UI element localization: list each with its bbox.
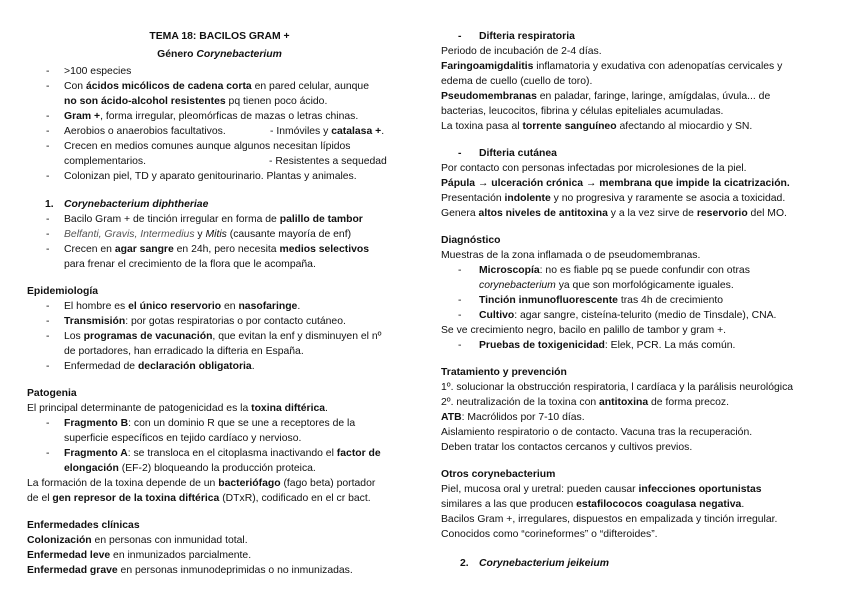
clinical-line: Enfermedad grave en personas inmunodeprimidas o no inmunizadas. <box>27 565 353 576</box>
list-item: Belfanti, Gravis, Intermedius y Mitis (causante mayoría de enf) <box>64 229 352 240</box>
section-number: 2. <box>460 558 469 569</box>
text-line: Genera altos niveles de antitoxina y a la vez sirve de reservorio del MO. <box>441 208 787 219</box>
list-item: Bacilo Gram + de tinción irregular en forma de palillo de tambor <box>64 214 363 225</box>
respiratory-heading: Difteria respiratoria <box>479 31 575 42</box>
list-item: El hombre es el único reservorio en nasofaringe. <box>64 301 301 312</box>
bullet: - <box>458 265 462 276</box>
text-line: 1º. solucionar la obstrucción respiratoria, l cardíaca y la parálisis neurológica <box>441 382 794 393</box>
text-line: Piel, mucosa oral y uretral: pueden causar infecciones oportunistas <box>441 484 762 495</box>
list-item: Con ácidos micólicos de cadena corta en pared celular, aunque <box>64 81 369 92</box>
pathogenesis-intro: El principal determinante de patogenicidad es la toxina diftérica. <box>27 403 328 414</box>
text-line: similares a las que producen estafilococos coagulasa negativa. <box>441 499 745 510</box>
text-line: Se ve crecimiento negro, bacilo en palillo de tambor y gram +. <box>441 325 727 336</box>
text-line: Conocidos como “corineformes” o “difteroides”. <box>441 529 658 540</box>
list-item-cont: complementarios. <box>64 156 147 167</box>
genus-name: Corynebacterium <box>196 49 282 60</box>
list-item: Gram +, forma irregular, pleomórficas de mazas o letras chinas. <box>64 111 359 122</box>
list-item-side: - Inmóviles y catalasa +. <box>270 126 385 137</box>
text-line: bacterias, leucocitos, fibrina y células epiteliales acumuladas. <box>441 106 724 117</box>
bullet: - <box>46 361 50 372</box>
bullet: - <box>46 81 50 92</box>
list-item-cont: de portadores, han erradicado la difteria en España. <box>64 346 304 357</box>
clinical-heading: Enfermedades clínicas <box>27 520 140 531</box>
epidemiology-heading: Epidemiología <box>27 286 99 297</box>
other-species-heading: Otros corynebacterium <box>441 469 556 480</box>
text-line: Pápula → ulceración crónica → membrana que impide la cicatrización. <box>441 178 790 189</box>
bullet: - <box>458 340 462 351</box>
list-item-cont: superficie específicos en tejido cardíaco y nervioso. <box>64 433 302 444</box>
bullet: - <box>46 66 50 77</box>
list-item: Transmisión: por gotas respiratorias o por contacto cutáneo. <box>64 316 346 327</box>
bullet: - <box>458 310 462 321</box>
list-item: >100 especies <box>64 66 132 77</box>
text-line: La toxina pasa al torrente sanguíneo afectando al miocardio y SN. <box>441 121 753 132</box>
text-line: Por contacto con personas infectadas por microlesiones de la piel. <box>441 163 747 174</box>
list-item: Pruebas de toxigenicidad: Elek, PCR. La más común. <box>479 340 736 351</box>
clinical-line: Enfermedad leve en inmunizados parcialmente. <box>27 550 252 561</box>
list-item: Tinción inmunofluorescente tras 4h de crecimiento <box>479 295 724 306</box>
pathogenesis-heading: Patogenia <box>27 388 77 399</box>
list-item: Microscopía: no es fiable pq se puede confundir con otras <box>479 265 750 276</box>
text-line: Presentación indolente y no progresiva y raramente se asocia a toxicidad. <box>441 193 786 204</box>
bullet: - <box>46 111 50 122</box>
list-item: Enfermedad de declaración obligatoria. <box>64 361 255 372</box>
bullet: - <box>46 214 50 225</box>
list-item: Colonizan piel, TD y aparato genitourinario. Plantas y animales. <box>64 171 357 182</box>
bullet: - <box>46 418 50 429</box>
bullet: - <box>46 171 50 182</box>
section-number: 1. <box>45 199 54 210</box>
pathogenesis-text: La formación de la toxina depende de un bacteriófago (fago beta) portador <box>27 478 376 489</box>
bullet: - <box>46 141 50 152</box>
text-line: Aislamiento respiratorio o de contacto. Vacuna tras la recuperación. <box>441 427 753 438</box>
list-item: Aerobios o anaerobios facultativos. <box>64 126 226 137</box>
text-line: Pseudomembranas en paladar, faringe, laringe, amígdalas, úvula... de <box>441 91 771 102</box>
text-line: ATB: Macrólidos por 7-10 días. <box>441 412 585 423</box>
diagnosis-heading: Diagnóstico <box>441 235 501 246</box>
list-item-cont: no son ácido-alcohol resistentes pq tienen poco ácido. <box>64 96 328 107</box>
list-item: Fragmento B: con un dominio R que se une a receptores de la <box>64 418 356 429</box>
cutaneous-heading: Difteria cutánea <box>479 148 557 159</box>
bullet: - <box>46 316 50 327</box>
text-line: edema de cuello (cuello de toro). <box>441 76 593 87</box>
list-item: Fragmento A: se transloca en el citoplasma inactivando el factor de <box>64 448 381 459</box>
section-title-jeikeium: Corynebacterium jeikeium <box>479 558 609 569</box>
bullet: - <box>458 148 462 159</box>
bullet: - <box>46 126 50 137</box>
bullet: - <box>46 229 50 240</box>
text-line: Muestras de la zona inflamada o de pseudomembranas. <box>441 250 701 261</box>
list-item-side: - Resistentes a sequedad <box>269 156 387 167</box>
list-item-cont: para frenar el crecimiento de la flora que le acompaña. <box>64 259 316 270</box>
clinical-line: Colonización en personas con inmunidad total. <box>27 535 248 546</box>
list-item-cont: corynebacterium ya que son morfológicamente iguales. <box>479 280 734 291</box>
bullet: - <box>458 31 462 42</box>
list-item-cont: elongación (EF-2) bloqueando la producción proteica. <box>64 463 316 474</box>
text-line: Deben tratar los contactos cercanos y cultivos previos. <box>441 442 693 453</box>
text-line: 2º. neutralización de la toxina con antitoxina de forma precoz. <box>441 397 729 408</box>
text-line: Periodo de incubación de 2-4 días. <box>441 46 602 57</box>
genus-prefix: Género <box>157 49 197 60</box>
page-title: TEMA 18: BACILOS GRAM + <box>149 31 290 42</box>
bullet: - <box>46 331 50 342</box>
list-item: Crecen en medios comunes aunque algunos necesitan lípidos <box>64 141 351 152</box>
pathogenesis-text: de el gen represor de la toxina diftérica (DTxR), codificado en el cr bact. <box>27 493 371 504</box>
bullet: - <box>46 301 50 312</box>
list-item: Crecen en agar sangre en 24h, pero necesita medios selectivos <box>64 244 369 255</box>
treatment-heading: Tratamiento y prevención <box>441 367 567 378</box>
bullet: - <box>46 448 50 459</box>
text-line: Faringoamigdalitis inflamatoria y exudativa con adenopatías cervicales y <box>441 61 783 72</box>
genus-heading <box>27 47 412 62</box>
list-item: Cultivo: agar sangre, cisteína-telurito (medio de Tinsdale), CNA. <box>479 310 777 321</box>
bullet: - <box>46 244 50 255</box>
list-item: Los programas de vacunación, que evitan la enf y disminuyen el nº <box>64 331 382 342</box>
section-title-diphtheriae: Corynebacterium diphtheriae <box>64 199 209 210</box>
text-line: Bacilos Gram +, irregulares, dispuestos en empalizada y tinción irregular. <box>441 514 778 525</box>
bullet: - <box>458 295 462 306</box>
